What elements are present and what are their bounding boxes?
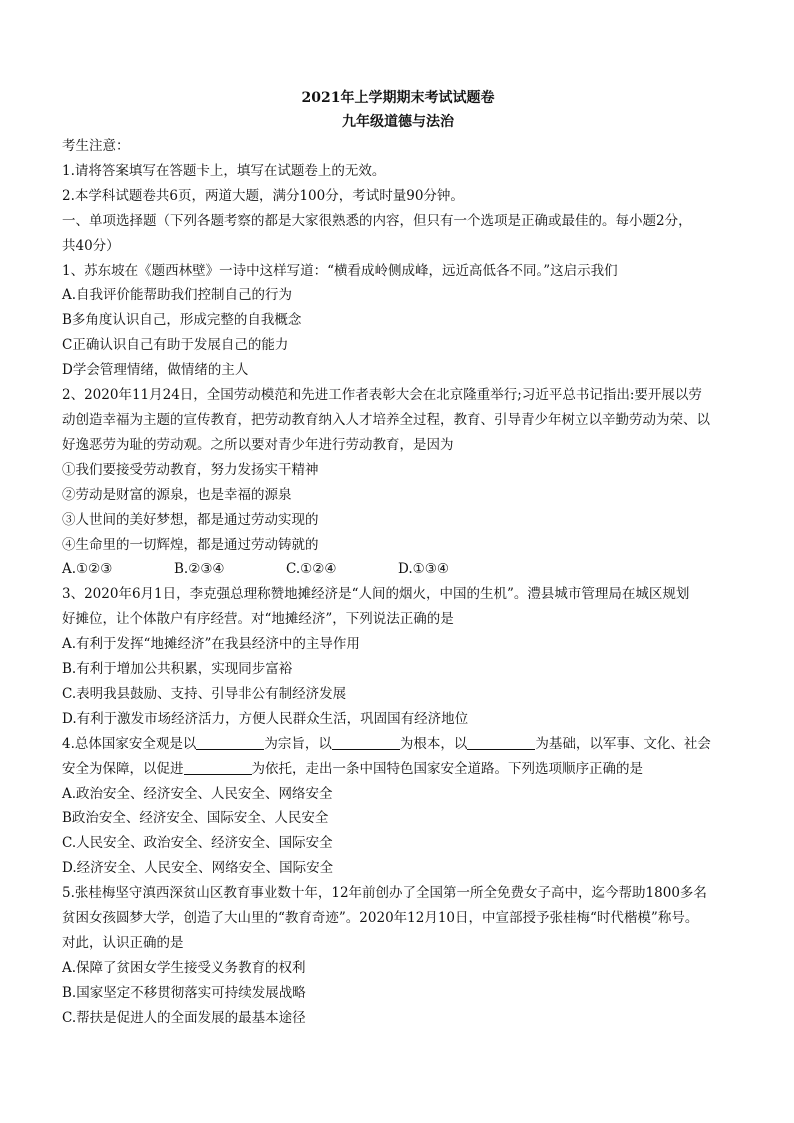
q5-stem-cont: 贫困女孩圆梦大学，创造了大山里的“教育奇迹”。2020年12月10日，中宣部授予张桂梅“时代楷模”称号。 [62, 910, 699, 927]
q2-statement-2: ②劳动是财富的源泉，也是幸福的源泉 [62, 486, 292, 503]
q2-stem: 2、2020年11月24日，全国劳动模范和先进工作者表彰大会在北京隆重举行;习近平总书记指出:要开展以劳 [62, 387, 702, 404]
q5-stem: 5.张桂梅坚守滇西深贫山区教育事业数十年，12年前创办了全国第一所全免费女子高中，迄今帮助1800多名 [62, 885, 707, 902]
q3-option-b: B.有利于增加公共积累，实现同步富裕 [62, 661, 293, 678]
section-heading-cont: 共40分） [62, 237, 120, 254]
q3-option-a: A.有利于发挥“地摊经济”在我县经济中的主导作用 [62, 636, 360, 653]
q1-option-b: B多角度认识自己，形成完整的自我概念 [62, 312, 302, 329]
q1-option-c: C正确认识自己有助于发展自己的能力 [62, 337, 289, 354]
q4-option-b: B政治安全、经济安全、国际安全、人民安全 [62, 810, 329, 827]
q4-text: 为基础，以军事、文化、社会 [535, 735, 711, 752]
q2-statement-3: ③人世间的美好梦想，都是通过劳动实现的 [62, 511, 319, 528]
answer-blank [467, 735, 535, 750]
exam-title: 2021年上学期期末考试试题卷 [301, 90, 495, 106]
notice-item: 2.本学科试题卷共6页，两道大题，满分100分，考试时量90分钟。 [62, 187, 464, 204]
q5-option-c: C.帮扶是促进人的全面发展的最基本途径 [62, 1009, 306, 1026]
q3-option-d: D.有利于激发市场经济活力，方便人民群众生活，巩固国有经济地位 [62, 710, 469, 727]
q3-stem-cont: 好摊位，让个体散户有序经营。对“地摊经济”，下列说法正确的是 [62, 611, 454, 628]
notice-heading: 考生注意： [62, 138, 130, 154]
q4-option-c: C.人民安全、政治安全、经济安全、国际安全 [62, 835, 333, 852]
q4-option-d: D.经济安全、人民安全、网络安全、国际安全 [62, 860, 334, 877]
q2-statement-1: ①我们要接受劳动教育，努力发扬实干精神 [62, 461, 319, 478]
q4-option-a: A.政治安全、经济安全、人民安全、网络安全 [62, 785, 333, 802]
q4-stem [62, 732, 734, 757]
q4-text: 为依托，走出一条中国特色国家安全道路。下列选项顺序正确的是 [251, 760, 643, 777]
q1-option-d: D学会管理情绪，做情绪的主人 [62, 362, 249, 379]
q2-option-a: A.①②③ [62, 561, 113, 578]
q2-stem-cont: 好逸恶劳为耻的劳动观。之所以要对青少年进行劳动教育，是因为 [62, 436, 454, 453]
q2-statement-4: ④生命里的一切辉煌，都是通过劳动铸就的 [62, 536, 319, 553]
q5-option-a: A.保障了贫困女学生接受义务教育的权利 [62, 959, 306, 976]
q3-stem: 3、2020年6月1日，李克强总理称赞地摊经济是“人间的烟火，中国的生机”。澧县城市管理局在城区规划 [62, 586, 690, 603]
q2-option-c: C.①②④ [286, 561, 337, 578]
exam-page [62, 86, 734, 1031]
q1-stem: 1、苏东坡在《题西林壁》一诗中这样写道：“横看成岭侧成峰，远近高低各不同。”这启示我们 [62, 262, 618, 279]
q4-text: 为宗旨，以 [264, 735, 332, 752]
q2-options [62, 557, 734, 582]
q1-option-a: A.自我评价能帮助我们控制自己的行为 [62, 287, 293, 304]
q2-stem-cont: 动创造幸福为主题的宣传教育，把劳动教育纳入人才培养全过程，教育、引导青少年树立以辛勤劳动为荣、以 [62, 411, 710, 428]
exam-subtitle: 九年级道德与法治 [342, 114, 454, 130]
q4-text: 安全为保障，以促进 [62, 760, 184, 777]
section-heading: 一、单项选择题（下列各题考察的都是大家很熟悉的内容，但只有一个选项是正确或最佳的。每小题2分， [62, 212, 692, 229]
q4-stem-cont [62, 757, 734, 782]
q3-option-c: C.表明我县鼓励、支持、引导非公有制经济发展 [62, 685, 347, 702]
notice-item: 1.请将答案填写在答题卡上，填写在试题卷上的无效。 [62, 162, 386, 179]
answer-blank [184, 760, 252, 775]
q4-text: 为根本，以 [399, 735, 468, 752]
q2-option-d: D.①③④ [398, 561, 449, 578]
q5-stem-cont: 对此，认识正确的是 [62, 935, 184, 951]
q2-option-b: B.②③④ [174, 561, 225, 578]
answer-blank [332, 735, 400, 750]
q5-option-b: B.国家坚定不移贯彻落实可持续发展战略 [62, 984, 306, 1001]
q4-text: 4.总体国家安全观是以 [62, 735, 197, 752]
answer-blank [196, 735, 264, 750]
